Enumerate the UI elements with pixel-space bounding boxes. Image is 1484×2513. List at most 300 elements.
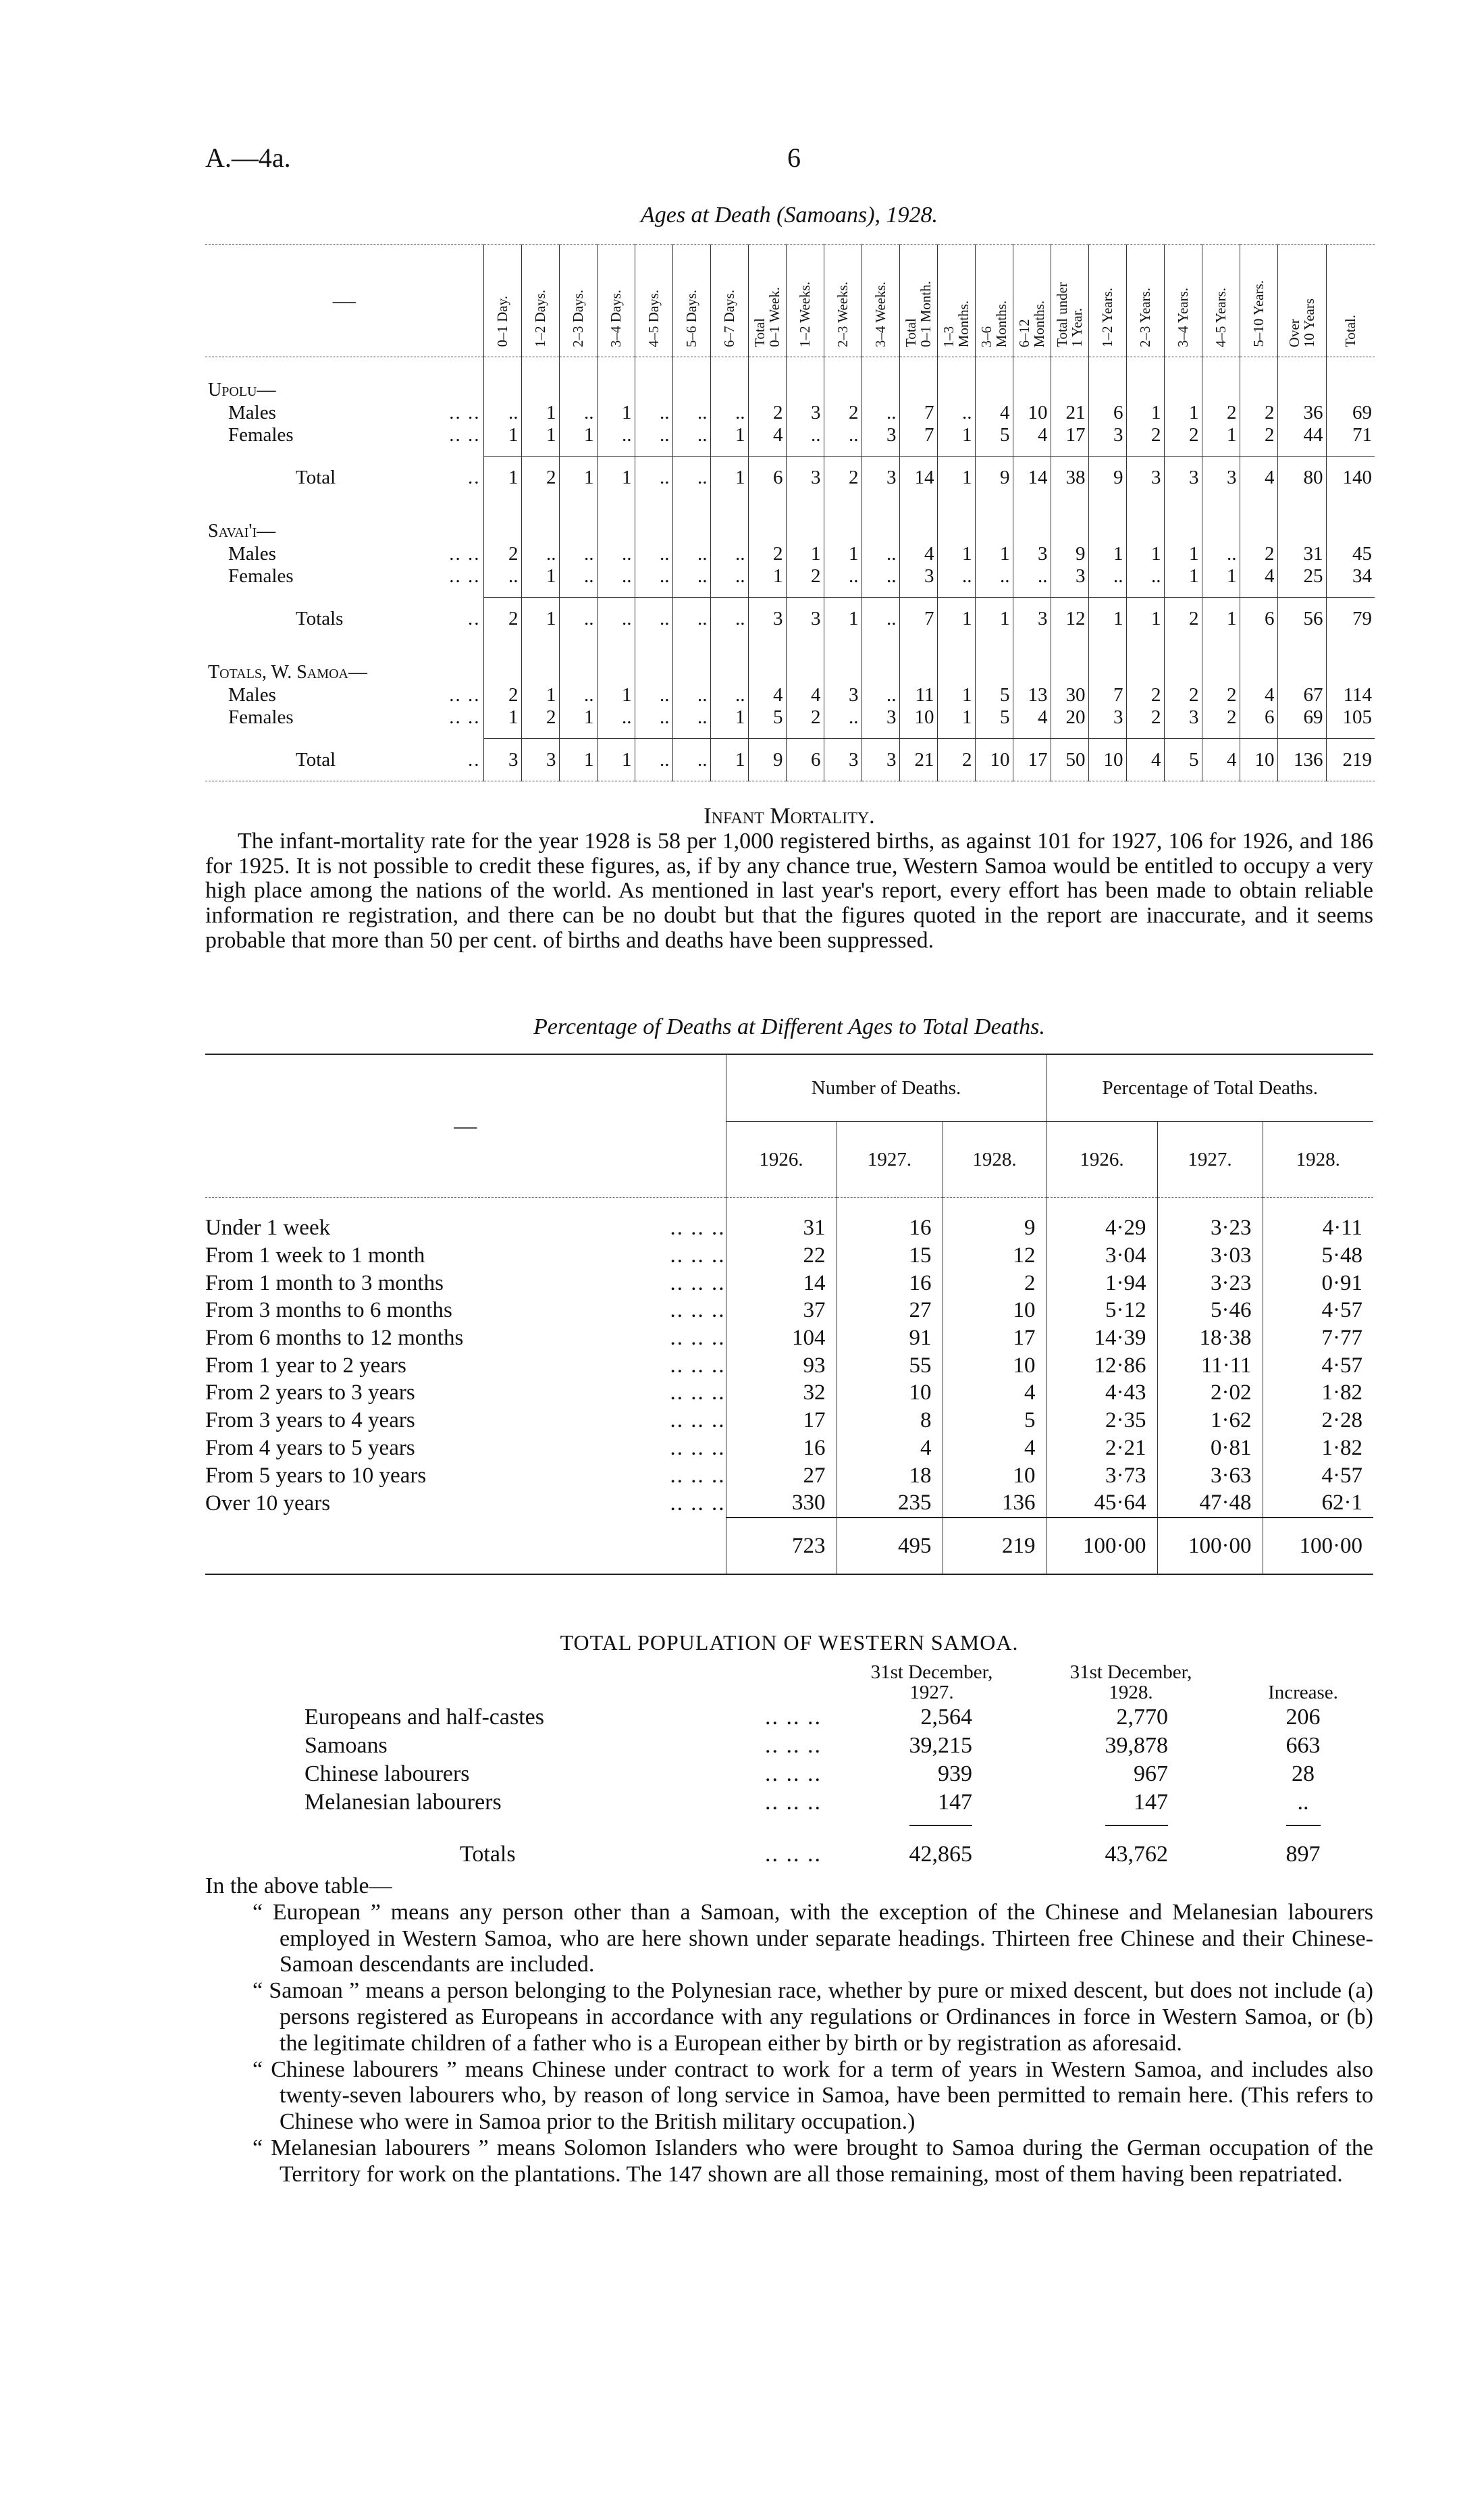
- cell: 45·64: [1046, 1489, 1157, 1518]
- empty-cell: [710, 357, 748, 403]
- empty-cell: [1240, 498, 1277, 543]
- cell: 27: [726, 1461, 837, 1489]
- total-cell: 50: [1051, 739, 1088, 781]
- cell: ..: [672, 565, 710, 588]
- empty-cell: [205, 446, 483, 457]
- empty-cell: [1277, 498, 1326, 543]
- empty-cell: [597, 729, 635, 739]
- total-row: [205, 1518, 1373, 1574]
- cell: 1: [937, 543, 975, 565]
- empty-cell: [1051, 729, 1088, 739]
- cell: 147: [938, 1790, 972, 1815]
- empty-cell: [483, 357, 521, 403]
- cell: 10: [943, 1461, 1046, 1489]
- total-cell: 2: [937, 739, 975, 781]
- cell: ..: [1202, 543, 1240, 565]
- column-header-label: 2–3 Days.: [570, 289, 586, 347]
- leader-dots: .. ..: [449, 543, 481, 565]
- column-header-label: 0–1 Day.: [494, 296, 510, 347]
- cell: 17: [726, 1407, 837, 1434]
- total-label: [205, 457, 483, 499]
- cell: 1: [1088, 543, 1126, 565]
- cell: 16: [837, 1269, 943, 1297]
- row-label: [304, 1703, 830, 1732]
- cell: 18: [837, 1461, 943, 1489]
- total-cell: 12: [1051, 598, 1088, 640]
- cell: 5: [975, 706, 1013, 729]
- empty-cell: [786, 588, 824, 598]
- row-label-text: Samoans: [304, 1733, 388, 1758]
- cell: 1: [937, 706, 975, 729]
- total-row: [205, 739, 1375, 781]
- total-cell: 38: [1051, 457, 1088, 499]
- row-label-text: From 3 years to 4 years: [205, 1408, 415, 1433]
- total-cell: 1: [1126, 598, 1164, 640]
- table-row: [205, 543, 1375, 565]
- group-header-number: Number of Deaths.: [726, 1054, 1046, 1122]
- cell: 2: [1126, 684, 1164, 706]
- column-header: [559, 245, 597, 357]
- table-row: [304, 1703, 1377, 1732]
- total-cell: 1: [483, 457, 521, 499]
- empty-cell: [672, 498, 710, 543]
- cell: 55: [837, 1351, 943, 1379]
- cell: 39,215: [909, 1733, 972, 1758]
- cell: 1: [483, 706, 521, 729]
- cell: ..: [672, 424, 710, 446]
- empty-cell: [559, 446, 597, 457]
- total-cell: 3: [862, 739, 899, 781]
- cell: ..: [862, 684, 899, 706]
- empty-cell: [1051, 357, 1088, 403]
- row-label: [304, 1760, 830, 1788]
- total-cell: 219: [943, 1518, 1046, 1574]
- empty-cell: [672, 588, 710, 598]
- cell: ..: [672, 706, 710, 729]
- cell: ..: [937, 402, 975, 424]
- cell: 1: [1164, 565, 1202, 588]
- row-label: [205, 1242, 726, 1270]
- total-cell: 6: [1240, 598, 1277, 640]
- empty-cell: [748, 588, 786, 598]
- table-row: [205, 1269, 1373, 1297]
- cell: ..: [786, 424, 824, 446]
- table-row: [205, 1489, 1373, 1518]
- cell: 5: [975, 424, 1013, 446]
- empty-cell: [937, 357, 975, 403]
- row-label-text: From 1 year to 2 years: [205, 1353, 406, 1378]
- column-header-label: 3–4 Weeks.: [872, 281, 889, 347]
- empty-cell: [559, 498, 597, 543]
- cell: ..: [597, 565, 635, 588]
- total-cell: 3: [824, 739, 862, 781]
- total-value: 897: [1286, 1825, 1321, 1883]
- empty-cell: [205, 588, 483, 598]
- empty-cell: [824, 729, 862, 739]
- cell: 71: [1326, 424, 1375, 446]
- cell: 3·73: [1046, 1461, 1157, 1489]
- total-cell: 3: [483, 739, 521, 781]
- empty-cell: [483, 498, 521, 543]
- table-row: [205, 1297, 1373, 1324]
- cell: ..: [635, 684, 672, 706]
- empty-cell: [1088, 357, 1126, 403]
- empty-cell: [1240, 357, 1277, 403]
- leader-dots: .. .. ..: [670, 1435, 726, 1460]
- cell: 11: [899, 684, 937, 706]
- total-cell: ..: [597, 598, 635, 640]
- cell: 663: [1286, 1733, 1321, 1758]
- ages-table-title: Ages at Death (Samoans), 1928.: [640, 203, 938, 228]
- total-cell: 1: [559, 457, 597, 499]
- empty-cell: [1202, 588, 1240, 598]
- total-cell: 1: [597, 739, 635, 781]
- cell: 17: [1051, 424, 1088, 446]
- cell: 4: [748, 684, 786, 706]
- empty-cell: [205, 729, 483, 739]
- total-cell: 1: [824, 598, 862, 640]
- column-header: [1277, 245, 1326, 357]
- cell: ..: [559, 684, 597, 706]
- cell: 136: [943, 1489, 1046, 1518]
- cell: 39,878: [1105, 1733, 1168, 1758]
- empty-cell: [824, 640, 862, 684]
- row-label: [205, 706, 483, 729]
- cell: 4: [943, 1379, 1046, 1407]
- empty-cell: [1013, 640, 1051, 684]
- cell: 4: [786, 684, 824, 706]
- cell: ..: [672, 684, 710, 706]
- empty-cell: [710, 446, 748, 457]
- cell: ..: [862, 565, 899, 588]
- infant-mortality-paragraph: The infant-mortality rate for the year 1928 is 58 per 1,000 registered births, as against 101 for 1927, 106 for 1926, and 186 for 1925. It is not possible to credit these figures, as, if by any chance true, Western Samoa would be entitled to occupy a very high place among the nations of the world. As mentioned in last year's report, every effort has been made to obtain reliable information re registration, and there can be no doubt but that the figures quoted in the report are inaccurate, and it seems probable that more than 50 per cent. of births and deaths have been suppressed.: [205, 829, 1373, 953]
- leader-dots: .. .. ..: [670, 1326, 726, 1351]
- row-label-text: Females: [228, 706, 294, 728]
- cell: 4·43: [1046, 1379, 1157, 1407]
- total-cell: 1: [1202, 598, 1240, 640]
- empty-cell: [635, 640, 672, 684]
- total-cell: 14: [1013, 457, 1051, 499]
- cell: ..: [635, 543, 672, 565]
- leader-dots: .. .. ..: [765, 1733, 822, 1758]
- cell: 3: [862, 706, 899, 729]
- empty-cell: [597, 640, 635, 684]
- empty-cell: [1088, 640, 1126, 684]
- empty-cell: [975, 729, 1013, 739]
- cell: ..: [824, 424, 862, 446]
- table-row: [205, 1407, 1373, 1434]
- empty-cell: [559, 640, 597, 684]
- cell: 5: [748, 706, 786, 729]
- total-cell: ..: [710, 598, 748, 640]
- cell: 2: [748, 402, 786, 424]
- total-cell: 3: [748, 598, 786, 640]
- empty-cell: [1326, 498, 1375, 543]
- empty-cell: [862, 498, 899, 543]
- row-label: [205, 543, 483, 565]
- row-label-text: Males: [228, 402, 276, 423]
- cell: 3: [786, 402, 824, 424]
- spacer-row: [205, 446, 1375, 457]
- cell: 2,770: [1116, 1705, 1168, 1730]
- cell: 1: [1164, 402, 1202, 424]
- cell: 2: [1164, 424, 1202, 446]
- cell: 1: [748, 565, 786, 588]
- cell: ..: [597, 543, 635, 565]
- cell: 4·57: [1263, 1461, 1373, 1489]
- empty-cell: [559, 729, 597, 739]
- column-header: [975, 245, 1013, 357]
- total-cell: 9: [748, 739, 786, 781]
- cell: 93: [726, 1351, 837, 1379]
- total-cell: ..: [672, 457, 710, 499]
- cell: ..: [710, 565, 748, 588]
- cell: 4: [943, 1434, 1046, 1462]
- empty-cell: [1088, 588, 1126, 598]
- cell: 4: [1240, 565, 1277, 588]
- column-header-label: 3–4 Years.: [1175, 287, 1191, 347]
- cell: 2: [748, 543, 786, 565]
- definitions: [205, 1873, 1373, 2188]
- cell: 32: [726, 1379, 837, 1407]
- cell: 27: [837, 1297, 943, 1324]
- empty-cell: [559, 588, 597, 598]
- cell: 34: [1326, 565, 1375, 588]
- empty-cell: [635, 498, 672, 543]
- empty-cell: [483, 446, 521, 457]
- total-cell: 3: [786, 457, 824, 499]
- cell: ..: [824, 706, 862, 729]
- row-label-text: Over 10 years: [205, 1491, 331, 1515]
- total-cell: 1: [1088, 598, 1126, 640]
- empty-cell: [483, 640, 521, 684]
- table-row: [304, 1788, 1377, 1817]
- cell: 69: [1326, 402, 1375, 424]
- cell: 5·48: [1263, 1242, 1373, 1270]
- cell: 28: [1292, 1761, 1315, 1786]
- group-header-percentage: Percentage of Total Deaths.: [1046, 1054, 1373, 1122]
- empty-cell: [1240, 446, 1277, 457]
- empty-cell: [1202, 498, 1240, 543]
- column-header: [1240, 245, 1277, 357]
- cell: 2: [1164, 684, 1202, 706]
- total-cell: 7: [899, 598, 937, 640]
- row-label-text: From 4 years to 5 years: [205, 1435, 415, 1460]
- column-header: [1326, 245, 1375, 357]
- total-row: [205, 598, 1375, 640]
- empty-cell: [824, 588, 862, 598]
- empty-cell: [975, 498, 1013, 543]
- cell: 2: [786, 706, 824, 729]
- empty-cell: [483, 729, 521, 739]
- cell: ..: [710, 402, 748, 424]
- total-cell: 5: [1164, 739, 1202, 781]
- empty-cell: [559, 357, 597, 403]
- empty-cell: [1202, 729, 1240, 739]
- empty-cell: [1126, 588, 1164, 598]
- empty-cell: [1277, 588, 1326, 598]
- table-row: [205, 565, 1375, 588]
- total-cell: ..: [635, 598, 672, 640]
- leader-dots: .. .. ..: [765, 1790, 822, 1815]
- column-header: Increase.: [1268, 1682, 1338, 1703]
- cell: ..: [824, 565, 862, 588]
- cell: 147: [1134, 1790, 1168, 1815]
- empty-cell: [1088, 446, 1126, 457]
- empty-cell: [899, 357, 937, 403]
- cell: 3: [1088, 424, 1126, 446]
- total-label-text: Totals: [296, 607, 344, 629]
- cell: 1·62: [1157, 1407, 1263, 1434]
- row-label-text: Melanesian labourers: [304, 1790, 502, 1815]
- cell: 1: [710, 706, 748, 729]
- total-cell: 136: [1277, 739, 1326, 781]
- cell: 4: [1240, 684, 1277, 706]
- cell: 2: [824, 402, 862, 424]
- empty-cell: [672, 640, 710, 684]
- column-header-label: Total 0–1 Month.: [903, 280, 934, 347]
- empty-cell: [1126, 357, 1164, 403]
- definition-item: “ European ” means any person other than a Samoan, with the exception of the Chinese and Melanesian labourers employed in Western Samoa, who are here shown under separate headings. Thirteen free Chinese and their Chinese-Samoan descendants are included.: [253, 1899, 1373, 1977]
- cell: 5·12: [1046, 1297, 1157, 1324]
- cell: 1: [937, 424, 975, 446]
- group-label: Savai'i—: [208, 520, 276, 542]
- empty-cell: [1277, 446, 1326, 457]
- column-header-label: Total.: [1342, 314, 1359, 347]
- cell: 5: [975, 684, 1013, 706]
- row-label: [205, 684, 483, 706]
- cell: 3·04: [1046, 1242, 1157, 1270]
- cell: 7·77: [1263, 1324, 1373, 1352]
- column-header: [1126, 245, 1164, 357]
- empty-cell: [1277, 729, 1326, 739]
- empty-cell: [975, 588, 1013, 598]
- cell: ..: [1013, 565, 1051, 588]
- total-cell: 1: [559, 739, 597, 781]
- empty-cell: [635, 446, 672, 457]
- cell: 9: [943, 1198, 1046, 1242]
- cell: 2: [1202, 706, 1240, 729]
- total-cell: 6: [786, 739, 824, 781]
- cell: 2: [483, 543, 521, 565]
- column-header: [1202, 245, 1240, 357]
- row-label: [205, 1461, 726, 1489]
- cell: ..: [483, 565, 521, 588]
- ages-at-death-table: [205, 244, 1375, 781]
- total-cell: 1: [597, 457, 635, 499]
- total-cell: 2: [1164, 598, 1202, 640]
- year-header: 1926.: [1046, 1122, 1157, 1198]
- cell: 0·81: [1157, 1434, 1263, 1462]
- total-cell: 10: [975, 739, 1013, 781]
- leader-dots: .. .. ..: [670, 1463, 726, 1488]
- empty-cell: [1240, 588, 1277, 598]
- cell: 3: [1164, 706, 1202, 729]
- cell: 10: [943, 1297, 1046, 1324]
- column-header: [1088, 245, 1126, 357]
- empty-cell: [521, 588, 559, 598]
- column-header: [483, 245, 521, 357]
- cell: 7: [1088, 684, 1126, 706]
- row-label: [205, 1489, 726, 1518]
- cell: 2: [1240, 402, 1277, 424]
- cell: 2: [1202, 684, 1240, 706]
- empty-cell: [1126, 729, 1164, 739]
- empty-cell: [597, 588, 635, 598]
- column-header: [899, 245, 937, 357]
- group-row: [205, 498, 1375, 543]
- row-label: [205, 1351, 726, 1379]
- cell: 235: [837, 1489, 943, 1518]
- total-cell: 6: [748, 457, 786, 499]
- total-row: [205, 457, 1375, 499]
- cell: ..: [1126, 565, 1164, 588]
- cell: 8: [837, 1407, 943, 1434]
- cell: 16: [726, 1434, 837, 1462]
- group-row: [205, 640, 1375, 684]
- total-cell: ..: [672, 739, 710, 781]
- definition-item: “ Chinese labourers ” means Chinese under contract to work for a term of years in Western Samoa, and includes also twenty-seven labourers who, by reason of long service in Samoa, have been permitted to remain here. (This refers to Chinese who were in Samoa prior to the British military occupation.): [253, 2056, 1373, 2135]
- total-cell: 3: [521, 739, 559, 781]
- leader-dots: .. .. ..: [670, 1270, 726, 1295]
- empty-cell: [1013, 498, 1051, 543]
- empty-cell: [786, 498, 824, 543]
- column-header: [786, 245, 824, 357]
- cell: 22: [726, 1242, 837, 1270]
- cell: 1: [559, 424, 597, 446]
- cell: ..: [559, 543, 597, 565]
- group-label: Upolu—: [208, 379, 276, 400]
- empty-cell: [1326, 729, 1375, 739]
- empty-cell: [1051, 498, 1088, 543]
- empty-cell: [710, 729, 748, 739]
- total-cell: 3: [862, 457, 899, 499]
- corner-dash: —: [205, 245, 483, 357]
- cell: 1: [975, 543, 1013, 565]
- row-label: [205, 1198, 726, 1242]
- total-label: [205, 598, 483, 640]
- cell: 1: [559, 706, 597, 729]
- empty-cell: [1326, 357, 1375, 403]
- empty-cell: [635, 357, 672, 403]
- empty-cell: [748, 498, 786, 543]
- column-header-label: 4–5 Days.: [645, 289, 662, 347]
- cell: 4: [975, 402, 1013, 424]
- empty-cell: [635, 729, 672, 739]
- empty-cell: [1164, 498, 1202, 543]
- cell: 17: [943, 1324, 1046, 1352]
- cell: 3: [862, 424, 899, 446]
- empty-cell: [862, 446, 899, 457]
- table-row: [205, 1324, 1373, 1352]
- empty-cell: [1013, 729, 1051, 739]
- empty-cell: [672, 446, 710, 457]
- total-cell: 723: [726, 1518, 837, 1574]
- total-label: [205, 739, 483, 781]
- empty-cell: [862, 729, 899, 739]
- empty-cell: [1164, 357, 1202, 403]
- empty-cell: [1277, 640, 1326, 684]
- cell: 2: [1240, 543, 1277, 565]
- column-header-label: 1–2 Weeks.: [797, 281, 813, 347]
- row-label: [205, 424, 483, 446]
- cell: ..: [635, 706, 672, 729]
- cell: 15: [837, 1242, 943, 1270]
- leader-dots: .. ..: [449, 565, 481, 587]
- cell: ..: [672, 402, 710, 424]
- cell: 18·38: [1157, 1324, 1263, 1352]
- empty-cell: [1051, 446, 1088, 457]
